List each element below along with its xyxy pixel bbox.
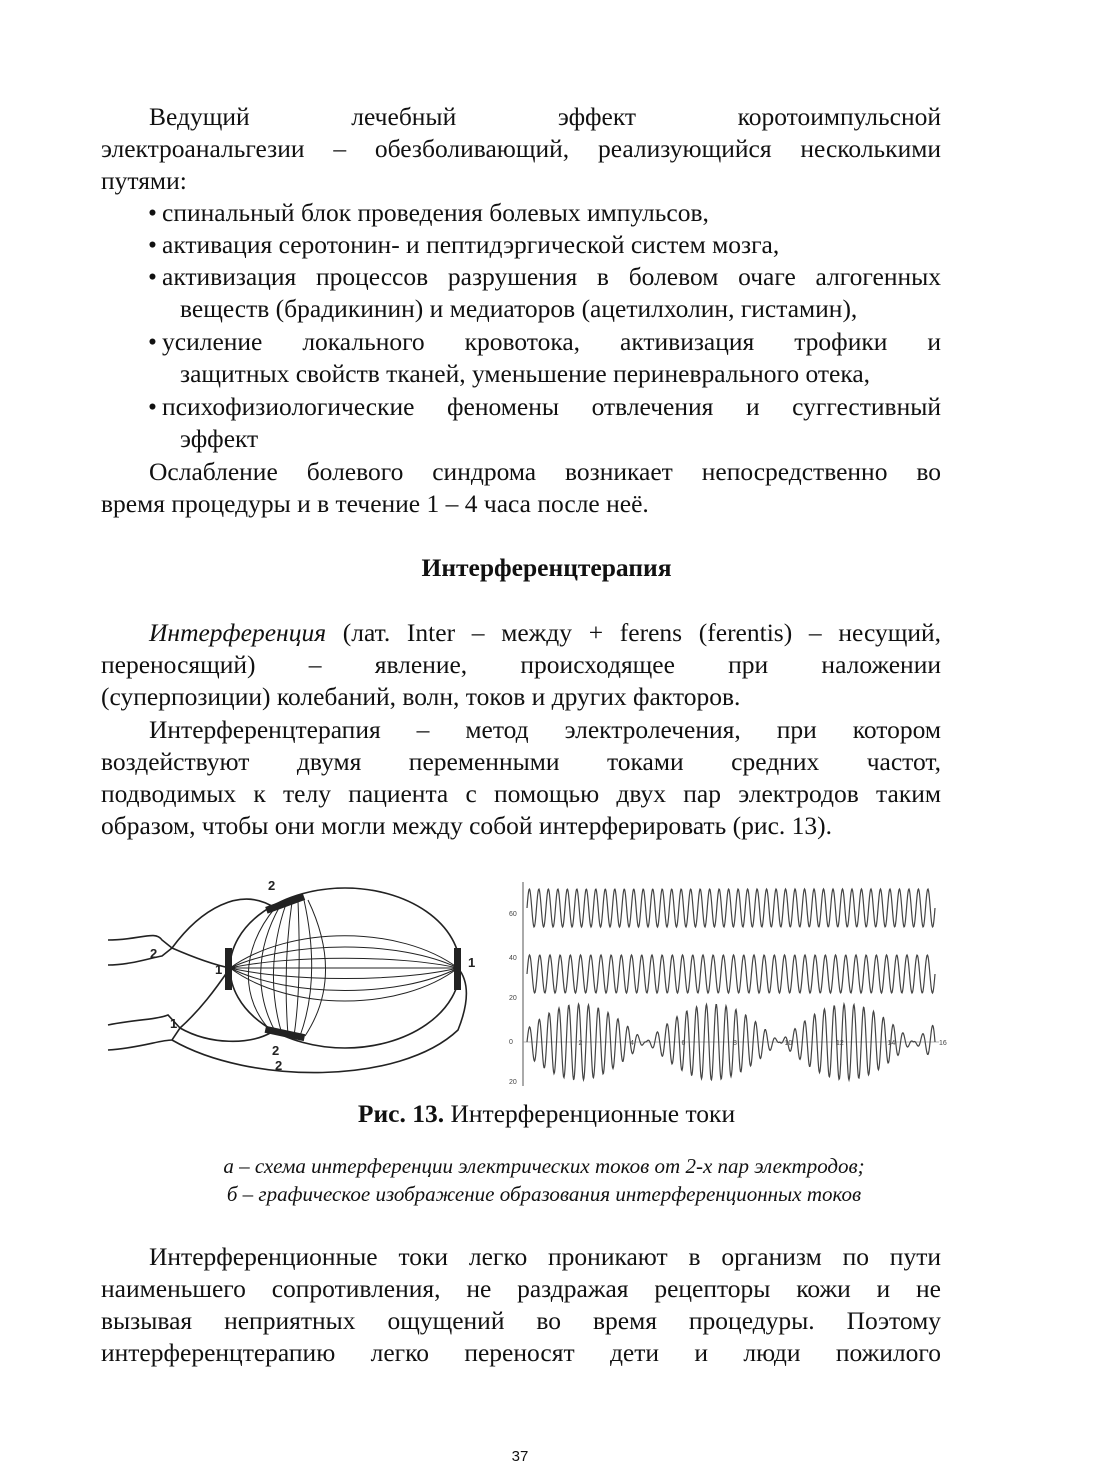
bullet-icon: • xyxy=(148,392,157,421)
bullet-icon: • xyxy=(148,198,157,227)
bullet-text: спинальный блок проведения болевых импульсов, xyxy=(162,198,709,227)
figure-caption-text: Интерференционные токи xyxy=(444,1099,736,1128)
paragraph-2 xyxy=(101,456,941,520)
p1-word: коротоимпульсной xyxy=(737,102,941,131)
x-tick-label: 14 xyxy=(887,1040,896,1047)
figure-caption xyxy=(0,1099,1093,1129)
paragraph-5 xyxy=(101,1241,941,1369)
p3-line-2: переносящий) – явление, происходящее при наложении xyxy=(101,650,941,679)
p1-line-3: путями: xyxy=(101,166,187,195)
paragraph-1 xyxy=(101,101,941,197)
p4-line-3: подводимых к телу пациента с помощью двух пар электродов таким xyxy=(101,779,941,808)
interference-waveforms xyxy=(505,880,945,1090)
figure-caption-label: Рис. 13. xyxy=(357,1099,445,1128)
p1-word: лечебный xyxy=(351,102,457,131)
p3-line-3: (суперпозиции) колебаний, волн, токов и других факторов. xyxy=(101,682,741,711)
figure-note-line-1: а – схема интерференции электрических токов от 2-х пар электродов; xyxy=(223,1154,865,1178)
x-tick-label: 10 xyxy=(784,1040,793,1047)
p4-line-4: образом, чтобы они могли между собой интерферировать (рис. 13). xyxy=(101,811,833,840)
p1-line-1 xyxy=(101,101,941,133)
section-heading-text: Интерференцтерапия xyxy=(421,553,672,582)
label-left-upper: 2 xyxy=(150,946,158,961)
x-tick-label: 2 xyxy=(578,1040,583,1047)
electrode-top xyxy=(265,893,305,913)
p1-word: эффект xyxy=(557,102,637,131)
x-tick-label: 4 xyxy=(630,1040,634,1047)
figure-note xyxy=(0,1152,1088,1208)
bullet-item xyxy=(148,326,941,390)
bullet-text-cont: защитных свойств тканей, уменьшение периневрального отека, xyxy=(180,359,871,388)
bullet-text: усиление локального кровотока, активизация трофики и xyxy=(162,327,941,356)
bullet-text: активация серотонин- и пептидэргической систем мозга, xyxy=(162,230,780,259)
p1-line-2: электроанальгезии – обезболивающий, реализующийся несколькими xyxy=(101,134,941,163)
electrode-diagram xyxy=(100,870,480,1080)
bullet-item xyxy=(148,391,941,455)
p2-line-1: Ослабление болевого синдрома возникает непосредственно во xyxy=(149,457,941,486)
p1-word: Ведущий xyxy=(149,102,250,131)
electrode-left xyxy=(225,948,232,990)
p3-term: Интерференция xyxy=(149,618,327,647)
p3-line-1 xyxy=(101,617,941,649)
p5-line-1: Интерференционные токи легко проникают в организм по пути xyxy=(149,1242,941,1271)
p2-line-2: время процедуры и в течение 1 – 4 часа после неё. xyxy=(101,489,649,518)
p5-line-4: интерференцтерапию легко переносят дети и люди пожилого xyxy=(101,1338,941,1367)
bullet-item xyxy=(148,261,941,325)
waveform-current-1 xyxy=(527,889,935,927)
paragraph-4 xyxy=(101,714,941,842)
bullet-text-cont: эффект xyxy=(180,424,259,453)
y-tick-label: 60 xyxy=(509,911,517,918)
bullet-text-cont: веществ (брадикинин) и медиаторов (ацетилхолин, гистамин), xyxy=(180,294,858,323)
x-tick-label: 8 xyxy=(733,1040,737,1047)
bullet-item xyxy=(148,197,941,229)
bullet-icon: • xyxy=(148,230,157,259)
electrode-right xyxy=(454,948,461,990)
y-tick-label: 20 xyxy=(509,995,517,1002)
p3-line-1-rest: (лат. Inter – между + ferens (ferentis) – несущий, xyxy=(326,618,941,647)
paragraph-3 xyxy=(101,617,941,713)
bullet-text: психофизиологические феномены отвлечения и суггестивный xyxy=(162,392,941,421)
p5-line-2: наименьшего сопротивления, не раздражая рецепторы кожи и не xyxy=(101,1274,941,1303)
label-left-lower: 1 xyxy=(170,1016,178,1031)
figure-note-line-2: б – графическое изображение образования интерференционных токов xyxy=(226,1182,862,1206)
x-tick-label: 6 xyxy=(681,1040,686,1047)
p4-line-2: воздействуют двумя переменными токами средних частот, xyxy=(101,747,941,776)
section-heading xyxy=(0,553,1093,583)
bullet-icon: • xyxy=(148,327,157,356)
p5-line-3: вызывая неприятных ощущений во время процедуры. Поэтому xyxy=(101,1306,941,1335)
x-tick-label: 12 xyxy=(836,1040,844,1047)
x-tick-label: 16 xyxy=(939,1040,947,1047)
electrode-bottom xyxy=(265,1026,306,1041)
page-number: 37 xyxy=(511,1448,529,1465)
y-tick-label: 0 xyxy=(509,1039,513,1046)
bullet-text: активизация процессов разрушения в болевом очаге алгогенных xyxy=(162,262,941,291)
bullet-item xyxy=(148,229,941,261)
waveform-current-2 xyxy=(527,955,935,993)
y-tick-label: 20 xyxy=(509,1079,517,1086)
label-left-mid: 1 xyxy=(215,962,223,977)
label-top: 2 xyxy=(268,878,276,893)
label-bottom-a: 2 xyxy=(272,1043,280,1058)
bullet-icon: • xyxy=(148,262,157,291)
p4-line-1: Интерференцтерапия – метод электролечения, при котором xyxy=(149,715,941,744)
y-tick-label: 40 xyxy=(509,955,517,962)
label-bottom-b: 2 xyxy=(275,1058,283,1073)
label-right: 1 xyxy=(468,955,476,970)
